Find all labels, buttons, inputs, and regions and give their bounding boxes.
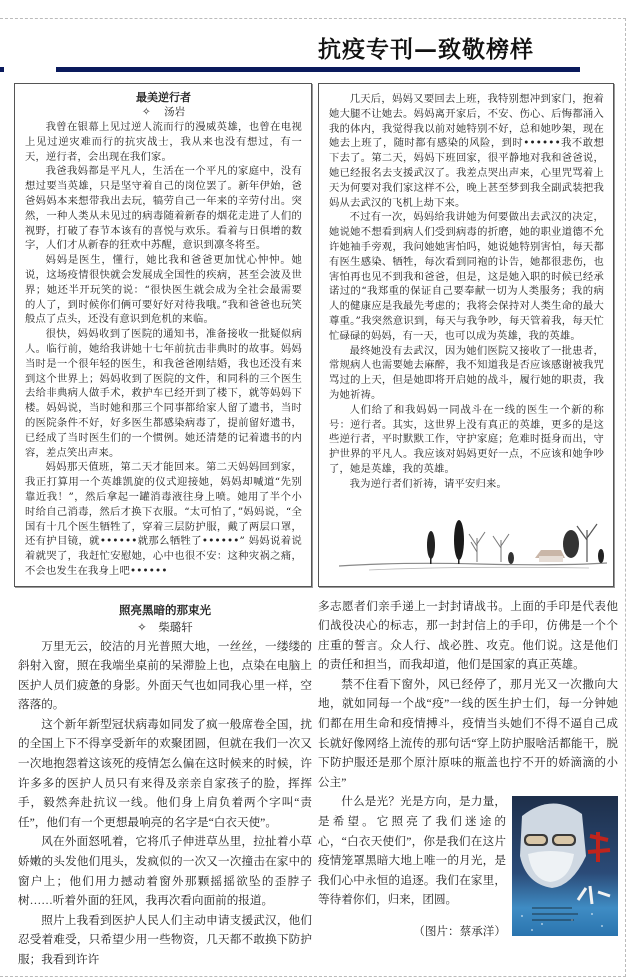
medical-worker-illustration [512, 796, 618, 936]
article2-right-column [318, 597, 618, 970]
article2-title: 照亮黑暗的那束光 [119, 602, 211, 617]
paragraph: 我为逆行者们祈祷，请平安归来。 [349, 477, 508, 490]
article2-byline [18, 619, 312, 637]
article2-left-column [18, 597, 312, 970]
article1 [14, 83, 614, 587]
diamond-icon: ✧ [141, 106, 151, 118]
paragraph: 禁不住看下窗外，风已经停了，那月光又一次撒向大地，就如同每一个战“疫”一线的医生护士们，每一分钟她们都在用生命和疫情搏斗，疫情当头她们不得不逼自己成长就好像网络上流传的那句话“穿上防护服啥活都能干，脱下防护服还是那个原汁原味的瓶盖也拧不开的娇滴滴的小公主” [318, 677, 618, 789]
paragraph: 最终她没有去武汉，因为她们医院又接收了一批患者，常规病人也需要她去麻醉，我不知道我是否应该感谢被我咒骂过的上天，但是她即将开启她的战斗，履行她的职责，我为她祈祷。 [329, 344, 604, 401]
page-header [0, 19, 625, 83]
article1-title: 最美逆行者 [136, 91, 191, 104]
title-rule [56, 67, 580, 72]
paragraph: 人们给了和我妈妈一同战斗在一线的医生一个新的称号：逆行者。其实，这世界上没有真正的英雄，更多的是这些逆行者，平时默默工作，守护家庭；危难时挺身而出，守护世界的平凡人。我应该对妈妈更好一点，不应该和她争吵了，她是英雄，我的英雄。 [329, 403, 604, 475]
page-title: 抗疫专刊—致敬榜样 [318, 36, 534, 63]
paragraph: 几天后，妈妈又要回去上班，我特别想冲到家门，抱着她大腿不让她去。妈妈离开家后，不安、伤心、后悔都涌入我的体内，我觉得我以前对她特别不好，总和她吵架，现在她去上班了，随时都有感染的风险，到时••••••我不敢想下去了。第二天，妈妈下班回家，很平静地对我和爸爸说，她已经报名去支援武汉了。我差点哭出声来，心里咒骂着上天为何要对我们家这样不公，晚上甚至梦到我全副武装把我妈从去武汉的飞机上劫下来。 [329, 93, 604, 209]
paragraph: 万里无云，皎洁的月光普照大地，一丝丝，一缕缕的斜射入窗，照在我端坐桌前的呆滞脸上也，点染在电脑上医护人员们疲惫的身影。外面天气也如同我心里一样，空落落的。 [18, 639, 312, 712]
article1-byline [25, 105, 302, 120]
article1-right-box [318, 83, 614, 587]
paragraph: 很快，妈妈收到了医院的通知书，准备接收一批疑似病人。临行前，她给我讲她十七年前抗击非典时的故事。妈妈当时是一个很年轻的医生，和我爸爸刚结婚，我也还没有来到这个世界上；妈妈收到了医院的文件，和同科的三个医生去给非典病人做手术，救护车已经开到了楼下，就等妈妈下楼。妈妈说，当时她和那三个同事都给家人留了遗书，当时的医院条件不好，好多医生都感染病毒了，提前留好遗书，已经成了当时医生们的一个惯例。她还清楚的记着遗书的内容，差点笑出声来。 [25, 328, 302, 459]
paragraph: 风在外面怒吼着，它将爪子伸进草丛里，拉扯着小草娇嫩的头发他们甩头，发疯似的一次又一次撞击在家中的窗户上；他们用力撼动着窗外那颗摇摇欲坠的歪脖子树……听着外面的狂风，我再次看向面前的报道。 [18, 835, 312, 908]
image-caption: （图片：蔡承洋） [413, 925, 506, 939]
spacer [329, 492, 604, 500]
medical-worker-poster-image [512, 796, 618, 936]
paragraph: 什么是光？光是方向，是力量，是希望。它照亮了我们迷途的心，“白衣天使们”，你是我们在这片疫情笼罩黑暗大地上唯一的月光，是我们心中永恒的追逐。我们在家里，等待着你们，归来，团圆。 [318, 795, 506, 907]
paragraph: 这个新年新型冠状病毒如同发了疯一般席卷全国，扰的全国上下不得享受新年的欢聚团圆，但就在我们一次又一次地抱怨着这该死的疫情怎么偏在这时候来的时候，许许多多的医护人员只有来得及亲亲自家孩子的脸，挥挥手，毅然奔赴抗议一线。他们身上肩负着两个字叫“责任”，他们有一个更想最响亮的名字是“白衣天使”。 [18, 717, 312, 829]
paragraph: 照片上我看到医护人民人们主动申请支援武汉，他们忍受着难受，只希望少用一些物资，几天都不敢换下防护服；我看到许许 [18, 913, 312, 967]
article1-left-box [14, 83, 312, 587]
paragraph: 多志愿者们亲手递上一封封请战书。上面的手印是代表他们战役决心的标志，那一封封信上的手印，仿佛是一个个庄重的誓言。众人行、战必胜、攻克。他们说。这是他们的责任和担当，而我却道，他们是国家的真正英雄。 [318, 599, 618, 672]
paragraph: 不过有一次，妈妈给我讲她为何要做出去武汉的决定，她说她不想看到病人们受到病毒的折磨，她的职业道德不允许她袖手旁观，我问她她害怕吗，她说她特别害怕，每天都有医生感染、牺牲，每次看到同袍的讣告，她都很悲伤，也害怕再也见不到我和爸爸，但是，这是她入职的时候已经承诺过的“我郑重的保证自己要奉献一切为人类服务；我的病人的健康应是我最先考虑的；我将会保持对人类生命的最大尊重。”我突然意识到，每天与我争吵，每天管着我，每天忙忙碌碌的妈妈，有一天，也可以成为英雄，我的英雄。 [329, 211, 604, 342]
article1-author: 汤岩 [164, 106, 186, 118]
paragraph: 我爸我妈都是平凡人，生活在一个平凡的家庭中，没有想过要当英雄，只是坚守着自己的岗位罢了。新年伊始，爸爸妈妈本来想带我出去玩，犒劳自己一年来的辛劳付出。突然，一种人类从未见过的病毒随着新春的烟花走进了人们的视野，打破了春节本该有的喜悦与欢乐。看着与日俱增的数字，人们才从新春的狂欢中苏醒，意识到凛冬将至。 [25, 165, 302, 252]
article2-author: 柴璐轩 [158, 621, 193, 634]
article2 [18, 597, 618, 970]
paragraph: 妈妈是医生，懂行，她比我和爸爸更加忧心忡忡。她说，这场疫情很快就会发展成全国性的疾病，甚至会波及世界；她还半开玩笑的说：“很快医生就会成为全社会最需要的人了，到时候你们俩可要好好对待我哦。”我和爸爸也玩笑般点了点头，还没有意识到危机的来临。 [25, 254, 302, 326]
diamond-icon: ✧ [137, 621, 147, 634]
ink-landscape-illustration [339, 500, 607, 580]
page [0, 18, 626, 977]
paragraph: 我曾在银幕上见过逆人流而行的漫威英雄，也曾在电视上见过逆灾难而行的抗灾战士，我从来也没有想过，有一天，逆行者，会出现在我们家。 [25, 121, 302, 163]
paragraph: 妈妈那天值班，第二天才能回来。第二天妈妈回到家，我正打算用一个英雄凯旋的仪式迎接她，妈妈却喊道“先别靠近我！”，然后拿起一罐消毒液往身上喷。她用了半个小时给自己消毒，然后才换下衣服。“太可怕了，”妈妈说，“全国有十几个医生牺牲了，穿着三层防护服，戴了两层口罩，还有护目镜，就••••••就那么牺牲了••••••” 妈妈说着说着就哭了，我赶忙安慰她，心中也很不安：这种灾祸之痛，不会也发生在我身上吧•••••• [25, 461, 302, 577]
